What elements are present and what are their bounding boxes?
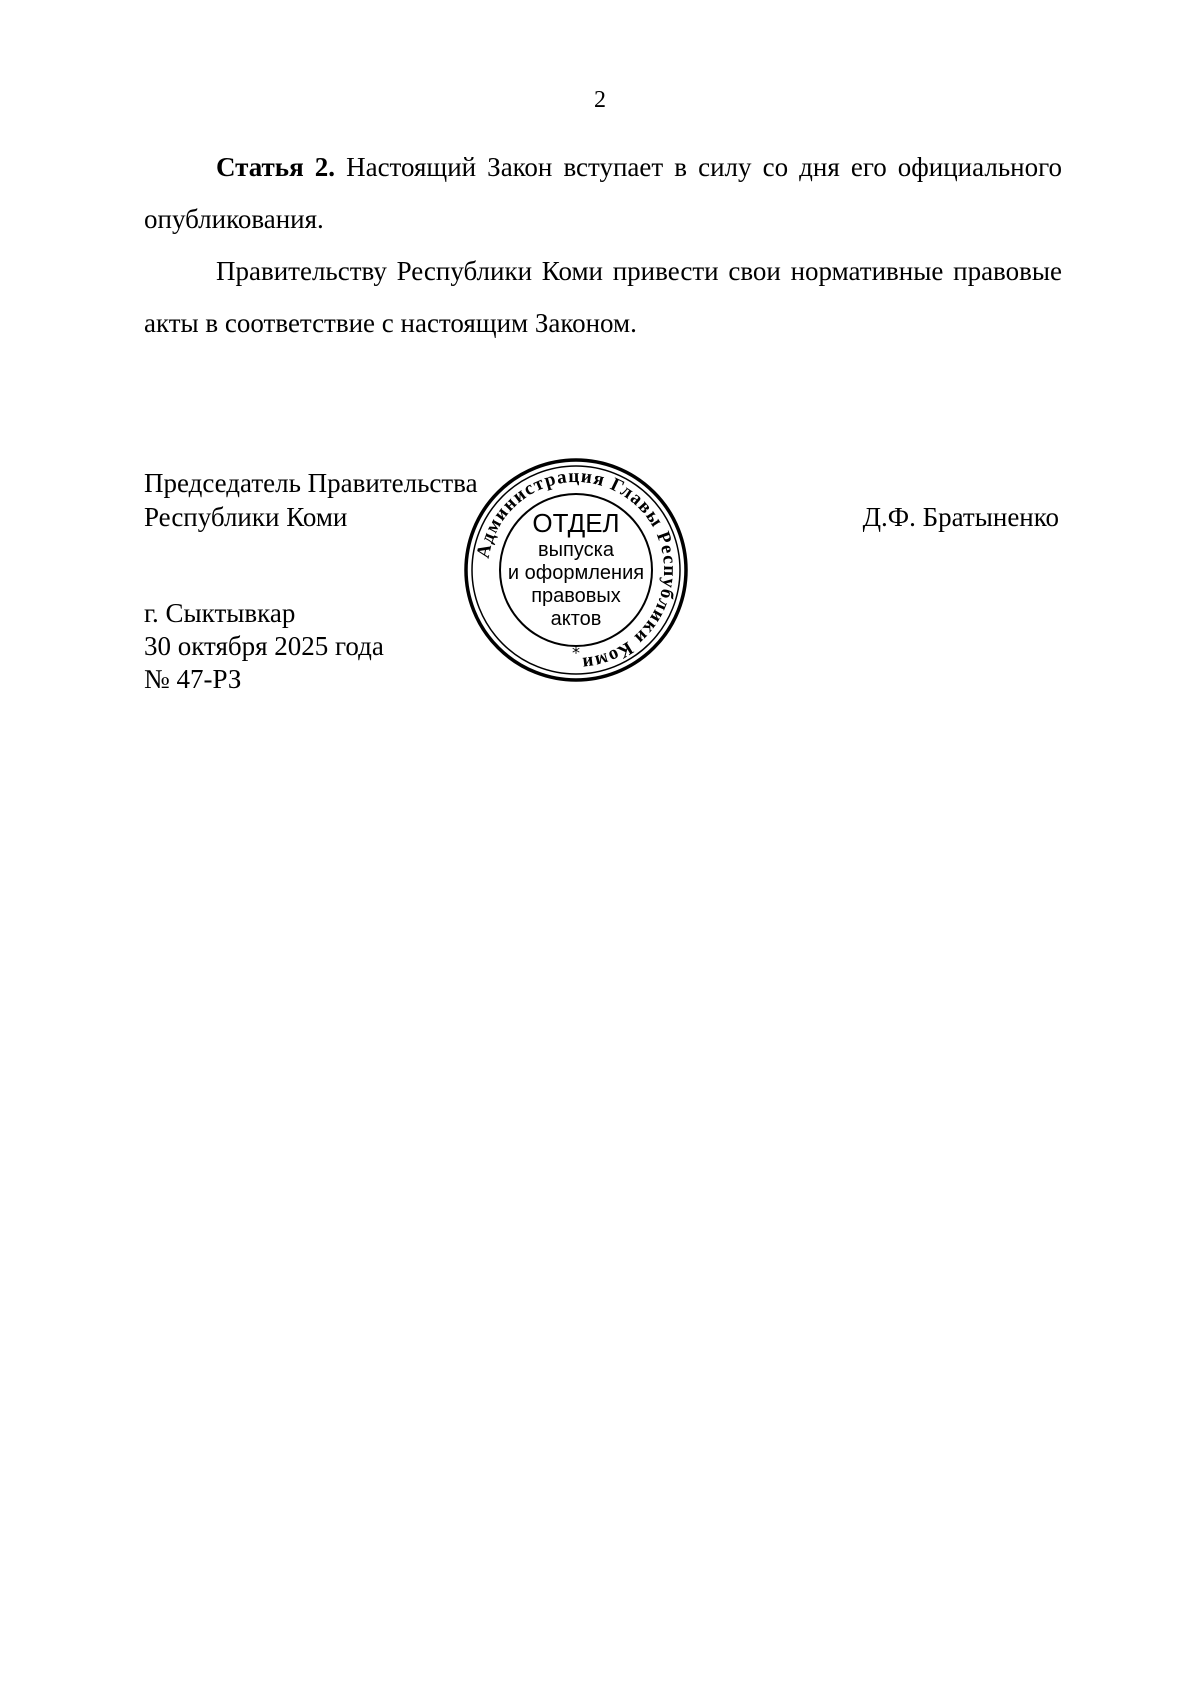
signer-position [144,466,478,534]
stamp-center-line4: правовых [531,585,621,607]
page-number: 2 [594,87,606,113]
official-seal-stamp [460,454,692,686]
place-date-block [144,597,384,696]
law-number: № 47-РЗ [144,664,242,694]
signer-name: Д.Ф. Братыненко [862,502,1059,532]
stamp-ring-text: Администрация Главы Республики Коми [472,465,681,674]
city: г. Сыктывкар [144,598,296,628]
article-text: Настоящий Закон вступает в силу со дня его официального опубликования. [144,152,1062,234]
article-label: Статья 2. [216,152,336,182]
government-instruction-paragraph: Правительству Республики Коми привести свои нормативные правовые акты в соответствие с настоящим Законом. [144,256,1062,338]
stamp-star-icon: * [572,643,580,662]
stamp-center-line1: ОТДЕЛ [532,508,620,538]
signer-position-line2: Республики Коми [144,502,348,532]
law-body [144,141,1062,349]
article-paragraph [144,141,1062,245]
signer-position-line1: Председатель Правительства [144,468,478,498]
stamp-center-line2: выпуска [538,539,614,561]
stamp-center-line3: и оформления [507,562,645,584]
stamp-center-line5: актов [550,608,602,630]
law-date: 30 октября 2025 года [144,631,384,661]
